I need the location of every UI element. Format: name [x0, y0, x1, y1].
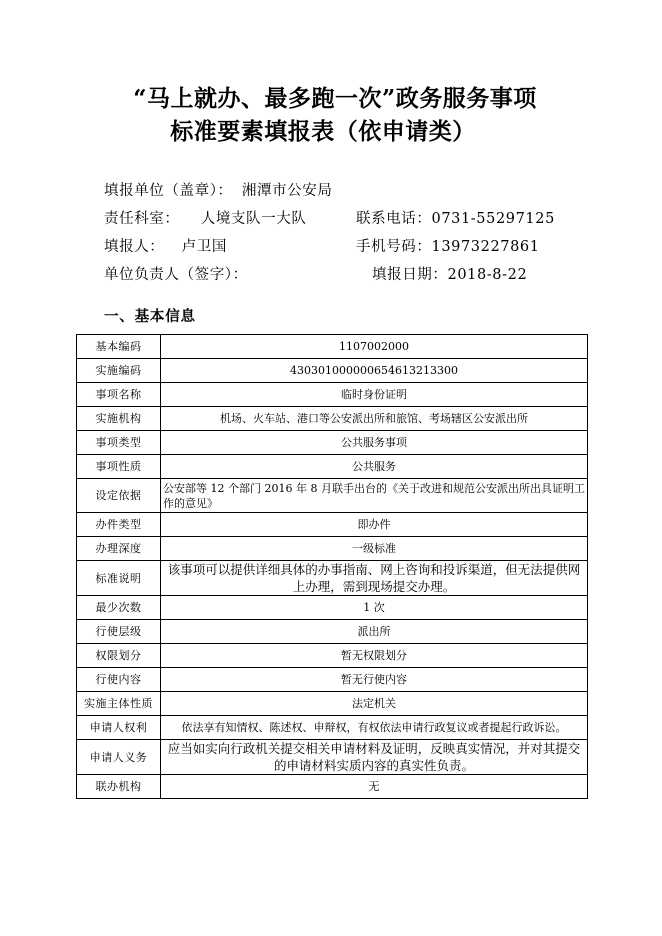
table-row — [77, 596, 588, 620]
table-row — [77, 335, 588, 359]
row-label: 实施编码 — [77, 359, 161, 383]
row-label: 最少次数 — [77, 596, 161, 620]
table-row — [77, 716, 588, 740]
phone-label: 联系电话： — [356, 211, 432, 227]
table-row — [77, 775, 588, 799]
table-row — [77, 561, 588, 596]
table-row — [77, 359, 588, 383]
row-value: 派出所 — [161, 620, 588, 644]
unit-value: 湘潭市公安局 — [241, 183, 333, 199]
row-label: 办理深度 — [77, 537, 161, 561]
date-value: 2018-8-22 — [447, 267, 528, 283]
date-label: 填报日期： — [372, 267, 448, 283]
row-label: 实施机构 — [77, 407, 161, 431]
table-row — [77, 455, 588, 479]
row-label: 申请人权利 — [77, 716, 161, 740]
row-label: 申请人义务 — [77, 740, 161, 775]
row-value: 应当如实向行政机关提交相关申请材料及证明，反映真实情况，并对其提交的申请材料实质内容的真实性负责。 — [161, 740, 588, 775]
row-label: 事项名称 — [77, 383, 161, 407]
unit-label: 填报单位（盖章）： — [104, 183, 233, 199]
table-row — [77, 620, 588, 644]
row-label: 办件类型 — [77, 513, 161, 537]
row-value: 依法享有知情权、陈述权、申辩权，有权依法申请行政复议或者提起行政诉讼。 — [161, 716, 588, 740]
row-label: 标准说明 — [77, 561, 161, 596]
row-label: 设定依据 — [77, 479, 161, 513]
row-label: 行使层级 — [77, 620, 161, 644]
filler-field — [104, 237, 227, 257]
row-label: 实施主体性质 — [77, 692, 161, 716]
row-value: 机场、火车站、港口等公安派出所和旅馆、考场辖区公安派出所 — [161, 407, 588, 431]
row-label: 权限划分 — [77, 644, 161, 668]
row-value: 430301000000654613213300 — [161, 359, 588, 383]
department-field — [104, 209, 306, 229]
row-label: 事项类型 — [77, 431, 161, 455]
table-row — [77, 537, 588, 561]
row-value: 暂无权限划分 — [161, 644, 588, 668]
document-title-line1: “马上就办、最多跑一次”政务服务事项 — [133, 85, 537, 112]
row-label: 联办机构 — [77, 775, 161, 799]
row-value: 该事项可以提供详细具体的办事指南、网上咨询和投诉渠道，但无法提供网上办理，需到现场提交办理。 — [161, 561, 588, 596]
department-label: 责任科室： — [104, 211, 180, 227]
row-label: 基本编码 — [77, 335, 161, 359]
table-row — [77, 513, 588, 537]
department-value: 人境支队一大队 — [200, 211, 307, 227]
table-row — [77, 407, 588, 431]
mobile-field — [356, 237, 540, 257]
row-value: 一级标准 — [161, 537, 588, 561]
head-signature-field — [104, 265, 248, 285]
table-row — [77, 479, 588, 513]
row-value: 临时身份证明 — [161, 383, 588, 407]
row-value: 1107002000 — [161, 335, 588, 359]
row-value: 暂无行使内容 — [161, 668, 588, 692]
filler-value: 卢卫国 — [181, 239, 227, 255]
row-value: 无 — [161, 775, 588, 799]
document-title-line2: 标准要素填报表（依申请类） — [170, 118, 476, 145]
row-label: 行使内容 — [77, 668, 161, 692]
row-label: 事项性质 — [77, 455, 161, 479]
row-value: 公共服务 — [161, 455, 588, 479]
row-value: 1 次 — [161, 596, 588, 620]
filler-label: 填报人： — [104, 239, 165, 255]
mobile-value: 13973227861 — [431, 239, 540, 255]
row-value: 公共服务事项 — [161, 431, 588, 455]
mobile-label: 手机号码： — [356, 239, 432, 255]
table-row — [77, 431, 588, 455]
phone-value: 0731-55297125 — [431, 211, 555, 227]
section-title-basic-info: 一、基本信息 — [104, 308, 196, 325]
table-row — [77, 692, 588, 716]
table-row — [77, 383, 588, 407]
head-signature-label: 单位负责人（签字）： — [104, 267, 248, 283]
table-row — [77, 740, 588, 775]
table-row — [77, 644, 588, 668]
phone-field — [356, 209, 555, 229]
unit-field — [104, 181, 332, 201]
basic-info-table — [76, 334, 588, 799]
date-field — [372, 265, 527, 285]
table-row — [77, 668, 588, 692]
row-value: 公安部等 12 个部门 2016 年 8 月联手出台的《关于改进和规范公安派出所出具证明工作的意见》 — [161, 479, 588, 513]
row-value: 即办件 — [161, 513, 588, 537]
row-value: 法定机关 — [161, 692, 588, 716]
